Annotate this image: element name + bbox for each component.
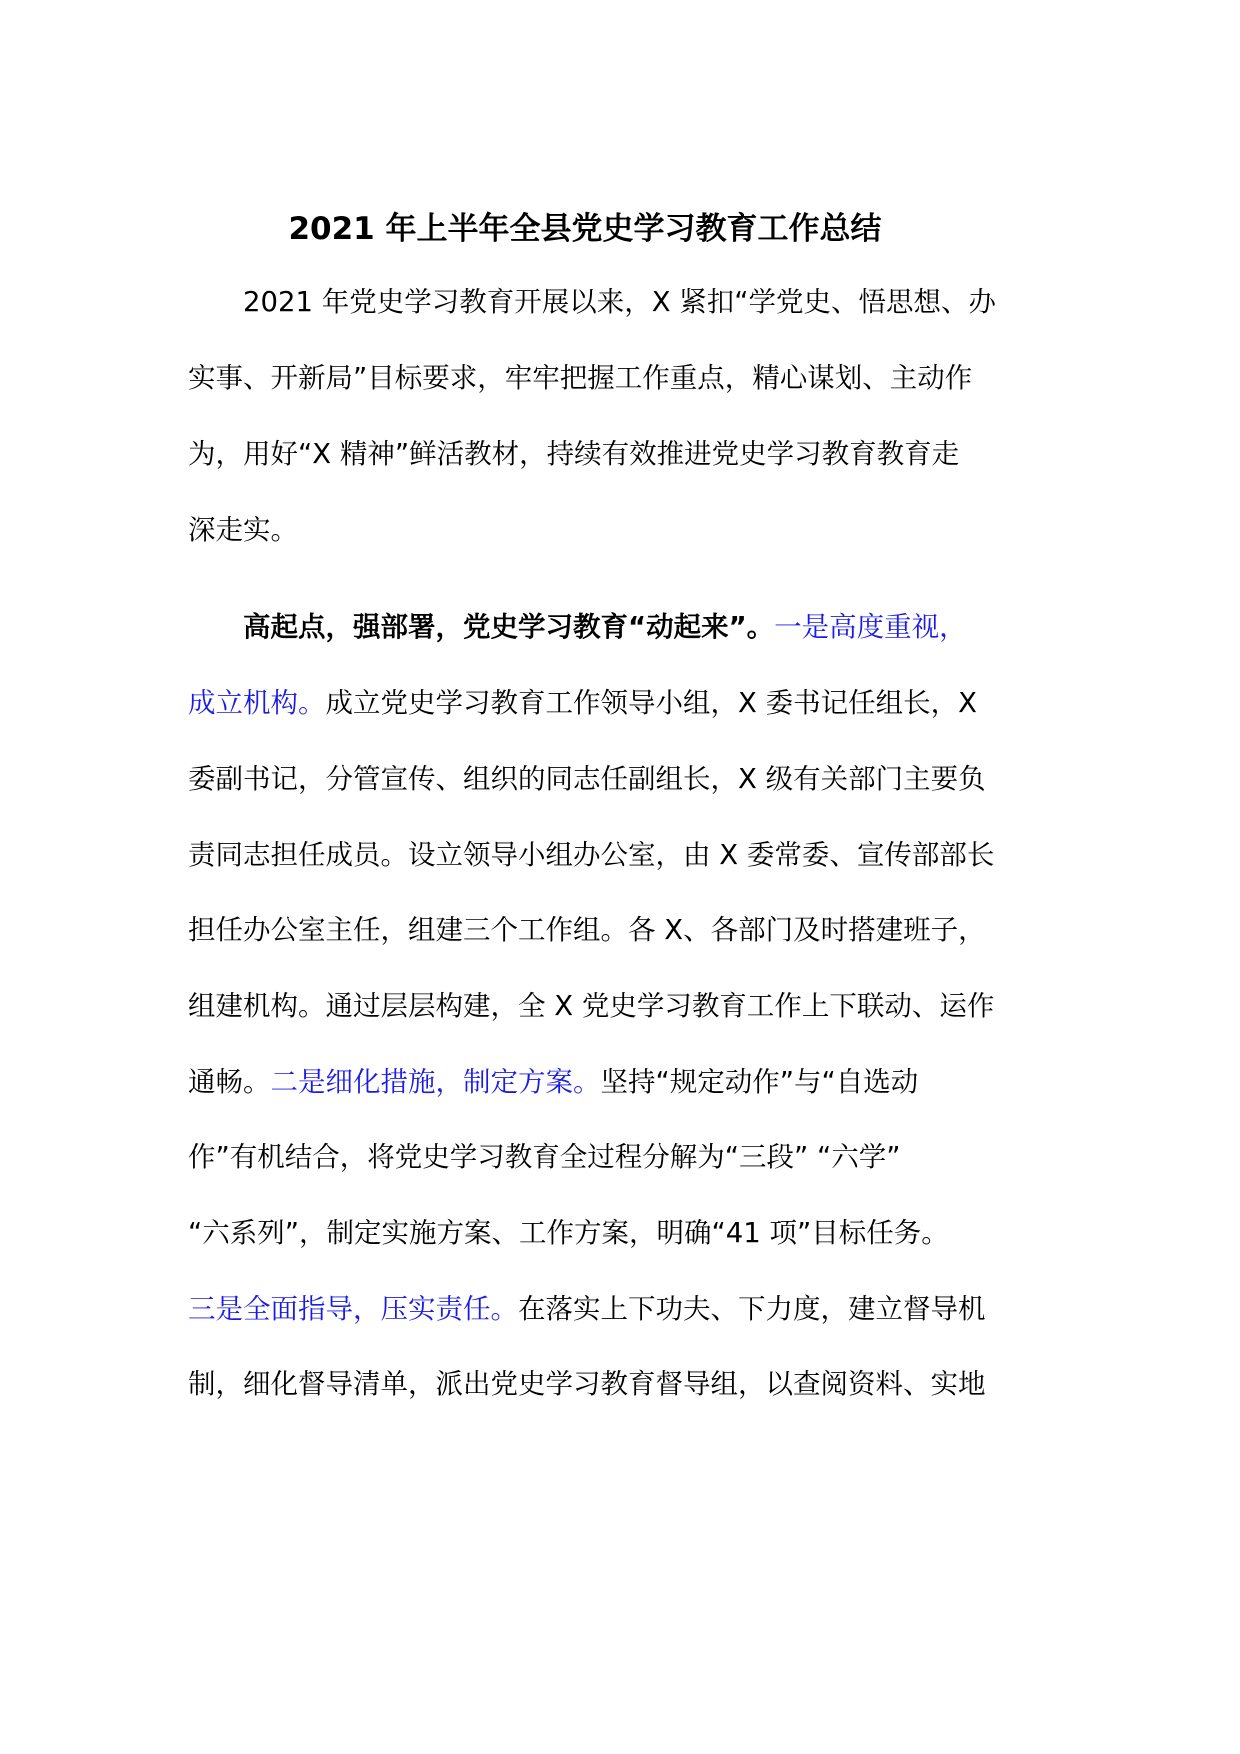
point-1-heading-part-a: 一是高度重视， <box>774 611 967 643</box>
section1-line-8: 作”有机结合，将党史学习教育全过程分解为“三段” “六学” <box>188 1141 901 1173</box>
section1-line-2 <box>188 679 977 727</box>
section-heading: 高起点，强部署，党史学习教育“动起来”。 <box>243 611 775 643</box>
section1-line-11: 制，细化督导清单，派出党史学习教育督导组，以查阅资料、实地 <box>188 1368 986 1400</box>
section1-line-7 <box>188 1058 918 1106</box>
point-2-heading: 二是细化措施，制定方案。 <box>270 1066 601 1098</box>
body-text: 成立党史学习教育工作领导小组，X 委书记任组长，X <box>325 687 977 719</box>
section1-line-1 <box>243 603 967 651</box>
intro-line-2: 实事、开新局”目标要求，牢牢把握工作重点，精心谋划、主动作 <box>188 362 973 394</box>
section1-line-10 <box>188 1285 986 1333</box>
point-1-heading-part-b: 成立机构。 <box>188 687 326 719</box>
section1-line-3: 委副书记，分管宣传、组织的同志任副组长，X 级有关部门主要负 <box>188 763 986 795</box>
body-text: 通畅。 <box>188 1066 271 1098</box>
intro-line-4: 深走实。 <box>188 514 298 546</box>
body-text: 在落实上下功夫、下力度，建立督导机 <box>518 1293 986 1325</box>
section1-line-5: 担任办公室主任，组建三个工作组。各 X、各部门及时搭建班子， <box>188 914 986 946</box>
body-text: 坚持“规定动作”与“自选动 <box>600 1066 919 1098</box>
section1-line-4: 责同志担任成员。设立领导小组办公室，由 X 委常委、宣传部部长 <box>188 839 995 871</box>
intro-line-1: 2021 年党史学习教育开展以来，X 紧扣“学党史、悟思想、办 <box>243 286 997 318</box>
point-3-heading: 三是全面指导，压实责任。 <box>188 1293 518 1325</box>
intro-line-3: 为，用好“X 精神”鲜活教材，持续有效推进党史学习教育教育走 <box>188 438 960 470</box>
section1-line-6: 组建机构。通过层层构建，全 X 党史学习教育工作上下联动、运作 <box>188 990 995 1022</box>
document-title: 2021 年上半年全县党史学习教育工作总结 <box>288 211 882 247</box>
section1-line-9: “六系列”，制定实施方案、工作方案，明确“41 项”目标任务。 <box>188 1217 949 1249</box>
